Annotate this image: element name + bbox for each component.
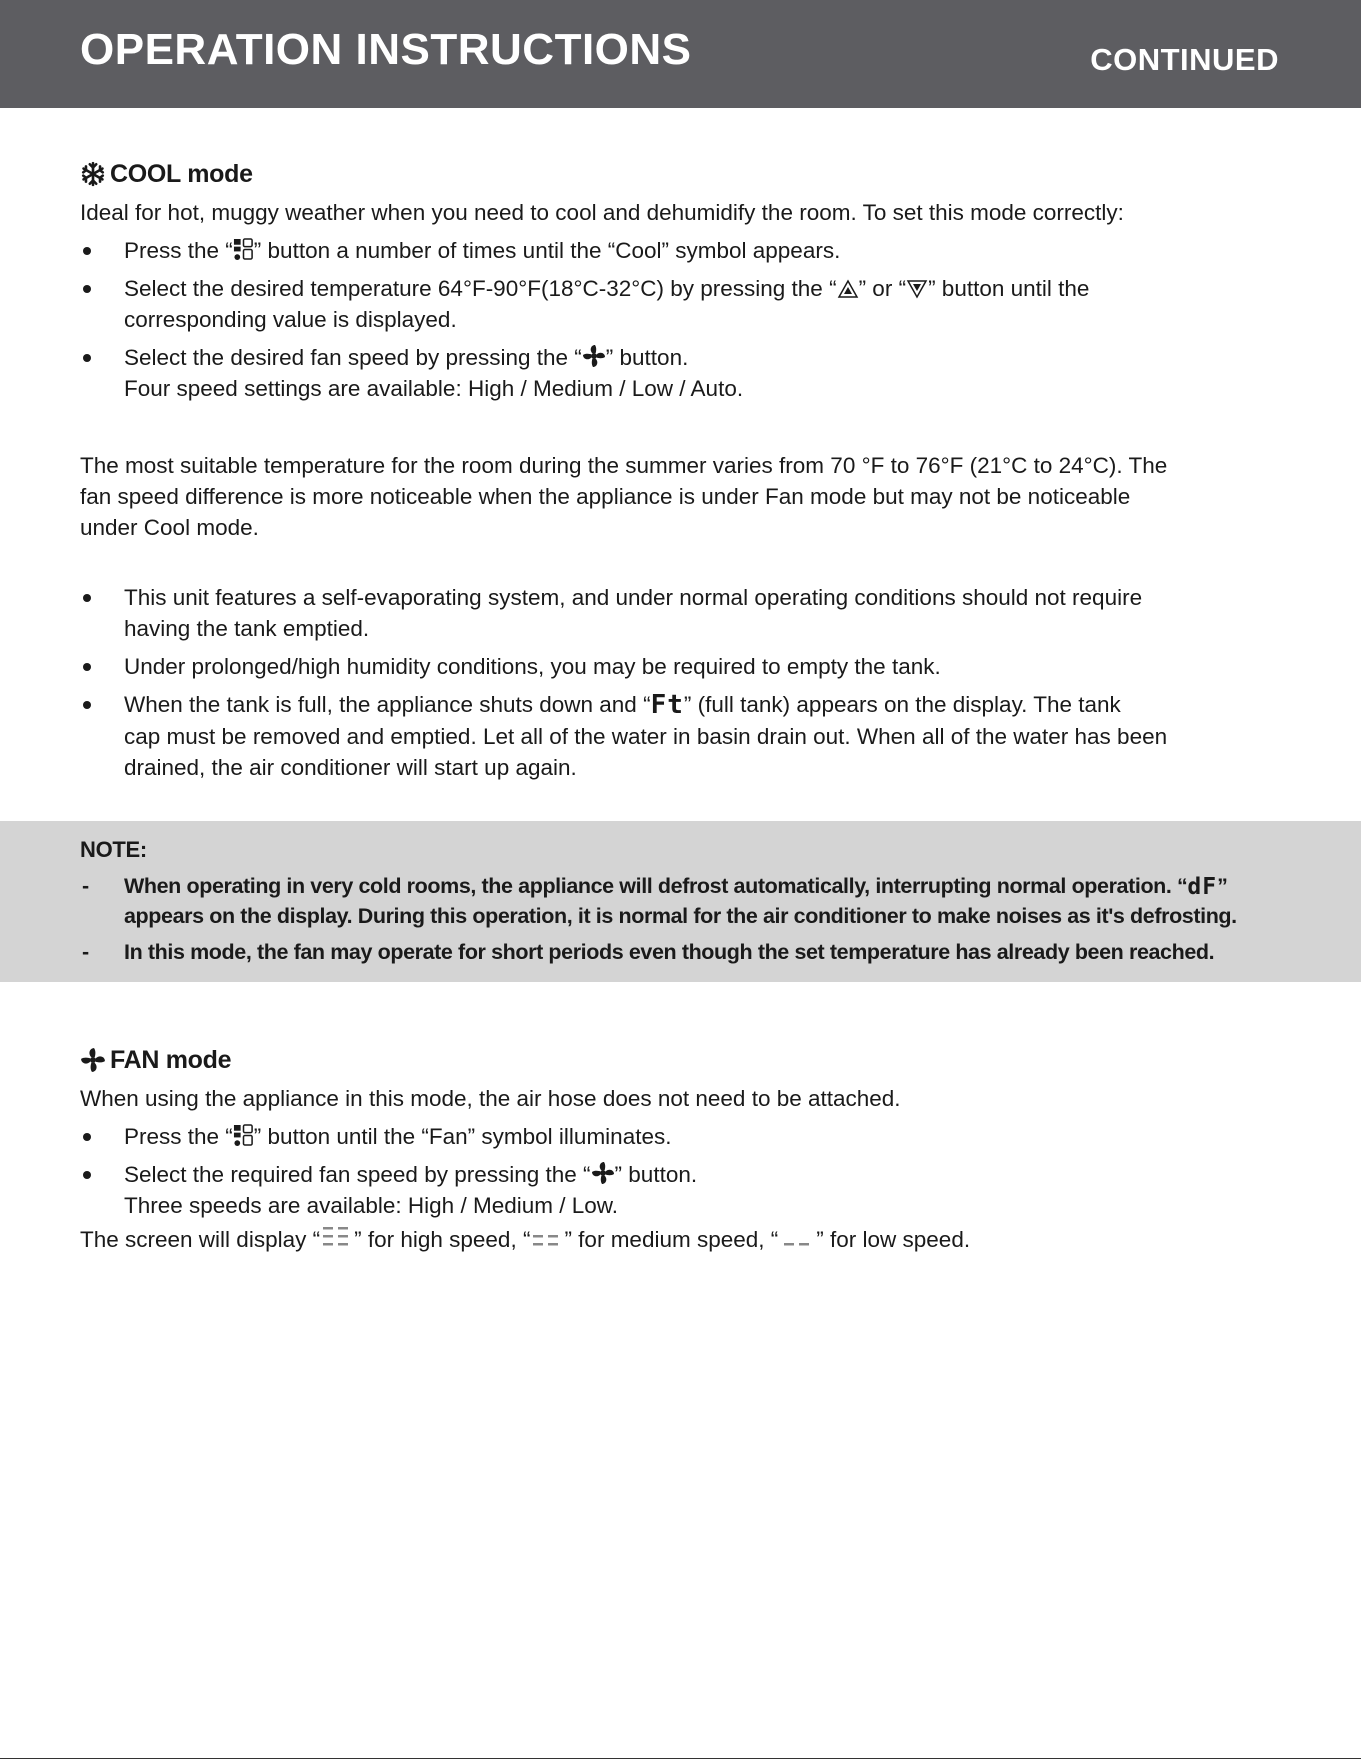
cool-temperature-paragraph: The most suitable temperature for the room during the summer varies from 70 °F to 76°F (21°C to 24°C). The fan speed difference is more noticeable when the appliance is under Fan mode but may not be noticeable under Cool mode. [80,453,1168,540]
low-speed-display-icon [778,1224,816,1250]
up-arrow-icon [837,279,859,299]
fan-intro: When using the appliance in this mode, the air hose does not need to be attached. [80,1086,901,1111]
fan-speed-icon [582,344,606,368]
defrost-code: dF [1187,874,1218,900]
fan-speed-display-line: The screen will display “ ” for high speed, “ ” for medium speed, “ ” for low speed. [80,1224,1280,1255]
list-item: - When operating in very cold rooms, the appliance will defrost automatically, interrupting normal operation. “dF” appears on the display. During this operation, it is normal for the air conditioner to make noises as it's defrosting. [80,872,1300,931]
list-item: Press the “ ” button until the “Fan” symbol illuminates. [80,1121,1280,1152]
tank-list [80,582,1280,783]
page-header [0,0,1361,108]
list-item: Press the “ ” button a number of times until the “Cool” symbol appears. [80,235,1280,266]
mode-button-icon [233,238,254,261]
cool-mode-title [80,158,1280,190]
down-arrow-icon [906,279,928,299]
cool-mode-heading: COOL mode [110,159,253,188]
header-continued: CONTINUED [1090,42,1279,77]
cool-steps [80,235,1280,404]
list-item: - In this mode, the fan may operate for short periods even though the set temperature has already been reached. [80,938,1300,967]
list-item: Select the required fan speed by pressing the “ ” button. Three speeds are available: High / Medium / Low. [80,1159,1280,1221]
fan-speed-icon [591,1161,615,1185]
mode-button-icon [233,1124,254,1147]
high-speed-display-icon [320,1224,354,1250]
list-item: When the tank is full, the appliance shuts down and “Ft” (full tank) appears on the display. The tank cap must be removed and emptied. Let all of the water in basin drain out. When all of the water has been drained, the air conditioner will start up again. [80,689,1280,783]
list-item: Under prolonged/high humidity conditions, you may be required to empty the tank. [80,651,1280,682]
note-box [0,821,1361,982]
cool-mode-section [80,158,1280,404]
medium-speed-display-icon [530,1224,564,1250]
fan-mode-heading: FAN mode [110,1045,232,1074]
list-item: Select the desired fan speed by pressing the “ ” button. Four speed settings are available: High / Medium / Low / Auto. [80,342,1280,404]
snowflake-icon [80,161,106,187]
fan-icon [80,1047,106,1073]
cool-intro: Ideal for hot, muggy weather when you need to cool and dehumidify the room. To set this mode correctly: [80,200,1124,225]
full-tank-code: Ft [650,690,684,720]
note-list [80,872,1300,967]
list-item: This unit features a self-evaporating system, and under normal operating conditions should not require having the tank emptied. [80,582,1280,644]
fan-mode-title [80,1044,1280,1076]
note-label: NOTE: [80,837,147,862]
bottom-rule [0,1758,1361,1759]
fan-steps [80,1121,1280,1221]
fan-mode-section [80,1044,1280,1255]
tank-section [80,582,1280,783]
header-title: OPERATION INSTRUCTIONS [80,25,692,74]
list-item: Select the desired temperature 64°F-90°F(18°C-32°C) by pressing the “ ” or “ ” button until the corresponding value is displayed. [80,273,1280,335]
